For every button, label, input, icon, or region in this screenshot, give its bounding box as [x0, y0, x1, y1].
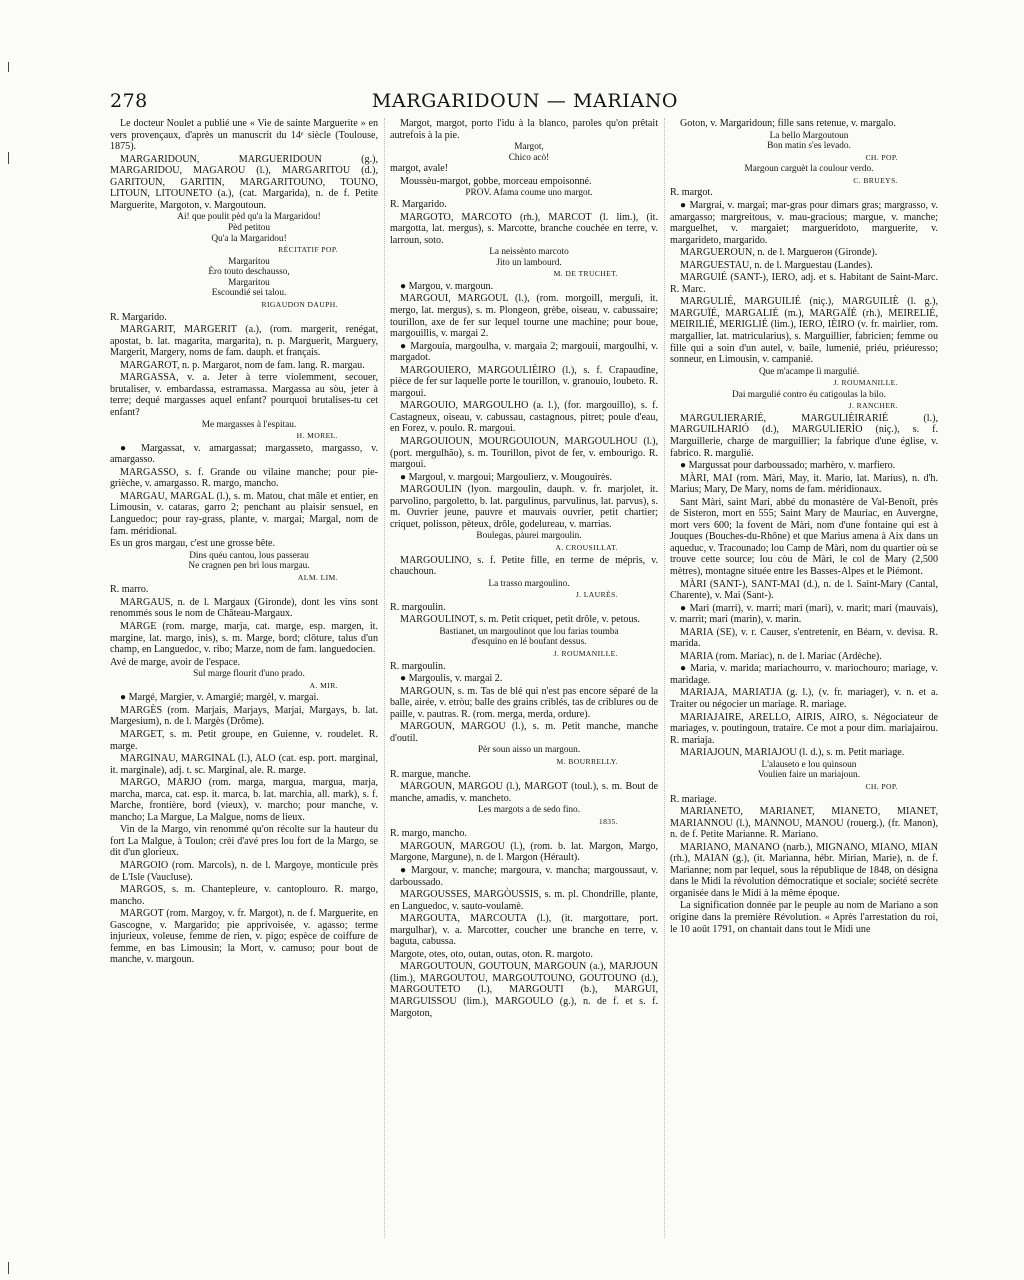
dictionary-entry: MARIAJOUN, MARIAJOU (l. d.), s. m. Petit mariage. — [680, 747, 905, 759]
dictionary-entry: La signification donnée par le peuple au nom de Mariano a son origine dans la première Révolution. « Après l'arrestation du roi, le 10 août 1791, on chantait dans tout le Midi une — [670, 900, 938, 935]
quoted-verse: Pèd petitou — [227, 222, 271, 233]
entry-line: R. Margarido. — [110, 311, 167, 323]
dictionary-entry: MARIA (rom. Mariac), n. de l. Mariac (Ardèche). — [680, 650, 882, 662]
dictionary-entry: MARGAU, MARGAL (l.), s. m. Matou, chat mâle et entier, en Limousin, v. cataras, garro 2; penchant au plaisir sensuel, en Languedoc; pour ray-grass, plante, v. margai; Margal, nom de fam. méridional. — [110, 490, 378, 537]
entry-line: R. marro. — [110, 584, 149, 596]
quoted-verse: La bello Margoutoun — [769, 130, 849, 141]
dictionary-entry: ● Margoulis, v. margai 2. — [400, 673, 503, 685]
dictionary-entry: ● Margassat, v. amargassat; margasseto, margasso, v. amargasso. — [110, 442, 378, 466]
dictionary-entry: Sant Màri, saint Mari, abbé du monastère de Val-Benoît, près de Sisteron, mort en 555; Saint Mary de Mauriac, en Auvergne, mort vers 600; la fovent de Màri, nom d'une fontaine qui est à Jouques (Bouches-du-Rhône) et que Marius amena à Aix dans un aqueduc, v. Tracounado; lou Camp de Màri, nom du quartier où se trouve cette source; lou còu de Màri, le col de Mary (2,500 mètres), montagne située entre les Basses-Alpes et le Piémont. — [670, 496, 938, 578]
dictionary-entry: MARGOULINOT, s. m. Petit criquet, petit drôle, v. petous. — [400, 614, 640, 626]
quoted-verse: La trasso margoulino. — [488, 578, 570, 589]
column-left — [110, 118, 378, 1238]
dictionary-entry: MARGÈS (rom. Marjais, Marjays, Marjai, Margays, b. lat. Margesium), n. de l. Margès (Drôme). — [110, 704, 378, 728]
dictionary-entry: ● Margrai, v. margai; mar-gras pour dimars gras; margrasso, v. amargasso; margreitous, v. mau-gracious; margue, v. manche; marguelhet, v. margaiet; margueridoto, marguerite, v. margarideto, margarido. — [670, 199, 938, 246]
quote-source: M. BOURRELLY. — [556, 757, 618, 766]
quoted-verse: Qu'a la Margaridou! — [211, 233, 287, 244]
dictionary-entry: MARGOUN, s. m. Tas de blé qui n'est pas encore séparé de la balle, airée, v. etròu; balle des grains criblés, tas de criblures ou de paille, v. pautras. R. (rom. merga, merda, ordure). — [390, 685, 658, 720]
dictionary-entry: ● Margour, v. manche; margoura, v. mancha; margoussaut, v. darboussado. — [390, 864, 658, 888]
quoted-verse: Me margasses à l'espitau. — [201, 419, 297, 430]
entry-line: R. margoulin. — [390, 601, 446, 613]
dictionary-entry: MARGAROT, n. p. Margarot, nom de fam. lang. R. margau. — [120, 359, 365, 371]
page-number: 278 — [110, 90, 148, 112]
dictionary-entry: ● Mari (marri), v. marri; mari (mari), v. marit; mari (mauvais), v. marrit; mari (marin), v. marin. — [670, 602, 938, 626]
quote-source: 1835. — [598, 816, 618, 826]
quote-source: A. CROUSILLAT. — [555, 542, 618, 552]
entry-line: R. margo, mancho. — [390, 828, 467, 840]
entry-line: margot, avale! — [390, 163, 449, 175]
column-right — [670, 118, 938, 1238]
dictionary-entry: ● Margou, v. margoun. — [400, 280, 494, 292]
dictionary-entry: ● Margouia, margoulha, v. margaia 2; margouii, margoulhi, v. margadot. — [390, 340, 658, 364]
quoted-verse: Margaritou — [228, 256, 270, 267]
dictionary-entry: MARGULIERARIÉ, MARGULIÈIRARIÉ (l.), MARGUILHARIÓ (d.), MARGULIERÌO (niç.), s. f. Marguillerie, charge de marguillier; la fabrique d'une église, v. fabrico. R. margulié. — [670, 412, 938, 459]
dictionary-entry: MARIA (SE), v. r. Causer, s'entretenir, en Béarn, v. devisa. R. marida. — [670, 626, 938, 650]
scan-edge-mark — [8, 152, 9, 164]
dictionary-entry: MÀRI, MAI (rom. Màri, May, it. Mario, lat. Marius), n. d'h. Marius; Mary, De Mary, noms de fam. méridionaux. — [670, 472, 938, 496]
dictionary-entry: ● Maria, v. marida; mariachourro, v. mariochouro; mariage, v. maridage. — [670, 663, 938, 686]
dictionary-entry: MARGOUIO, MARGOULHO (a. l.), (for. margouillo), s. f. Castagneux, oiseau, v. cabussau, castagnous, pitret; poule d'eau, en Forez, v. poulo. R. margoui. — [390, 400, 658, 435]
page-header — [110, 90, 940, 116]
dictionary-entry: MARGINAU, MARGINAL (l.), ALO (cat. esp. port. marginal, it. marginale), adj. t. sc. Marginal, ale. R. marge. — [110, 753, 378, 776]
dictionary-entry: MARGARIT, MARGERIT (a.), (rom. margerit, renégat, apostat, b. lat. magarita, margarita), n. p. Marguerit, Marguery, Margerit, Margery, noms de fam. dauph. et français. — [110, 324, 378, 359]
entry-line: Margote, otes, oto, outan, outas, oton. R. margoto. — [390, 948, 593, 960]
column-divider — [384, 118, 386, 1238]
dictionary-entry: MARGOUN, MARGOU (l.), s. m. Petit manche, manche d'outil. — [390, 721, 658, 744]
dictionary-entry: MARGAUS, n. de l. Margaux (Gironde), dont les vins sont renommés sous le nom de Château-Margaux. — [110, 596, 378, 620]
quoted-verse: Jito un lambourd. — [496, 257, 562, 268]
entry-line: Avé de marge, avoir de l'espace. — [110, 656, 241, 668]
quote-source: J. RANCHER. — [848, 401, 898, 411]
quote-source: CH. POP. — [865, 152, 898, 162]
quoted-verse: L'alauseto e lou quinsoun — [761, 759, 857, 770]
dictionary-entry: Le docteur Noulet a publié une « Vie de sainte Marguerite » en vers provençaux, d'après un manuscrit du 14ᵉ siècle (Toulouse, 1875). — [110, 118, 378, 153]
dictionary-entry: MARGOULIN (lyon. margoulin, dauph. v. fr. marjolet, it. parvolino, pargoletto, b. lat. pargulinus, parvulinus, lat. parvus), s. m. Ouvrier jeune, pauvre et mauvais ouvrier, petit chartier; criquet, polisson, pèteux, drôle, godelureau, v. marrias. — [390, 484, 658, 530]
dictionary-entry: MARGET, s. m. Petit groupe, en Guienne, v. roudelet. R. marge. — [110, 728, 378, 752]
quoted-verse: Dai margulié contro éu catigoulas la bilo. — [732, 389, 886, 400]
quoted-verse: Ne cragnen pen brì lous margau. — [188, 561, 310, 572]
dictionary-entry: MARGOTO, MARCOTO (rh.), MARCOT (l. lim.), (it. margotta, lat. mergus), s. Marcotte, branche couchée en terre, v. larroun, soto. — [390, 211, 658, 246]
dictionary-entry: MARIANETO, MARIANET, MIANETO, MIANET, MARIANNOU (l.), MANNOU, MANOU (rouerg.), (fr. Manon), n. de f. Petite Marianne. R. Mariano. — [670, 806, 938, 841]
dictionary-entry: MARGOUN, MARGOU (l.), (rom. b. lat. Margon, Margo, Margone, Margune), n. de l. Margon (Hérault). — [390, 840, 658, 864]
quoted-verse: Boulegas, pàurei margoulin. — [476, 531, 582, 542]
dictionary-entry: MARGARIDOUN, MARGUERIDOUN (g.), MARGARIDOU, MAGAROU (l.), MARGARITOU (d.), GARITOUN, GARITIN, MARGARITOUNO, TOUNO, LITOUN, LITOUNETO (a.), (cat. Margarida), n. de f. Petite Marguerite, Margoton, v. Margoutoun. — [110, 153, 378, 211]
dictionary-entry: MARGASSA, v. a. Jeter à terre violemment, secouer, brutaliser, v. embardassa, estramassa. Margassa au sòu, jeter à terre; dequé margasses aquel enfant? pourquoi brutalises-tu cet enfant? — [110, 372, 378, 418]
quote-source: H. MOREL. — [296, 431, 338, 441]
dictionary-entry: MARGOUIOUN, MOURGOUIOUN, MARGOULHOU (l.), (port. mergulhão), s. m. Tourillon, pivot de fer, v. embourigo. R. margoui. — [390, 436, 658, 471]
quoted-verse: Que m'acampe lì margulié. — [758, 366, 860, 377]
dictionary-entry: Moussèu-margot, gobbe, morceau empoisonné. — [400, 175, 592, 187]
quoted-verse: Sul marge flourit d'uno prado. — [193, 669, 305, 680]
quote-source: RIGAUDON DAUPH. — [261, 300, 338, 310]
running-head: MARGARIDOUN — MARIANO — [371, 90, 679, 112]
dictionary-entry: Margot, margot, porto l'idu à la blanco, paroles qu'on prêtait autrefois à la pie. — [390, 118, 658, 141]
quoted-verse: Bon matin s'es levado. — [767, 141, 851, 152]
dictionary-entry: ● Margoul, v. margoui; Margoulierz, v. Mougouirès. — [400, 471, 612, 483]
entry-line: R. margue, manche. — [390, 768, 471, 780]
scan-edge-mark — [8, 62, 9, 72]
dictionary-entry: MARGOUSSES, MARGÒUSSIS, s. m. pl. Chondrille, plante, en Languedoc, v. sauto-voulamè. — [390, 889, 658, 912]
dictionary-entry: MARGOUN, MARGOU (l.), MARGOT (toul.), s. m. Bout de manche, amadis, v. mancheto. — [390, 781, 658, 804]
dictionary-entry: MARGUEROUN, n. de l. Marguerон (Gironde). — [680, 247, 878, 259]
dictionary-entry: MARGOULINO, s. f. Petite fille, en terme de mépris, v. chauchoun. — [390, 554, 658, 578]
quote-source: CH. POP. — [865, 781, 898, 791]
quoted-verse: Pèr soun aisso un margoun. — [477, 745, 581, 756]
dictionary-entry: MARIANO, MANANO (narb.), MIGNANO, MIANO, MIAN (rh.), MAIAN (g.), (it. Marianna, hébr. Mirian, Marie), n. de f. Marianne; nom par lequel, sous la république de 1848, on désigna dans le Midi la révolution démocratique et sociale; société secrète organisée dans le Midi à la même époque. — [670, 841, 938, 899]
quoted-verse: Escoundié sei talou. — [211, 288, 287, 299]
column-divider — [664, 118, 666, 1238]
dictionary-entry: MARIAJA, MARIATJA (g. l.), (v. fr. mariager), v. n. et a. Traiter ou négocier un mariage. R. mariage. — [670, 687, 938, 711]
dictionary-entry: ● Margussat pour darboussado; marhèro, v. marfiero. — [680, 460, 896, 472]
entry-line: R. margot. — [670, 187, 713, 199]
quoted-verse: Voulien faire un mariajoun. — [757, 770, 861, 781]
quote-source: C. BRUEYS. — [853, 175, 898, 185]
quote-source: J. ROUMANILLE. — [833, 378, 898, 388]
quote-source: RÉCITATIF POP. — [278, 245, 338, 255]
column-middle — [390, 118, 658, 1238]
quote-source: A. MIR. — [309, 680, 338, 690]
dictionary-entry: MARGOUIERO, MARGOULIÈIRO (l.), s. f. Crapaudine, pièce de fer sur laquelle porte le tourillon, v. granouio, loubeto. R. margoui. — [390, 364, 658, 399]
quoted-verse: PROV. Afama coume uno margot. — [465, 188, 593, 199]
dictionary-entry: MARGOUI, MARGOUL (l.), (rom. morgoill, merguli, it. mergo, lat. mergus), s. m. Plongeon, grèbe, oiseau, v. cabussaire; tourillon, axe de fer sur lequel tourne une machine; pour boue, margouillis, v. margai 2. — [390, 293, 658, 340]
quote-source: ALM. LIM. — [297, 572, 338, 582]
dictionary-entry: MARGUIÉ (SANT-), IERO, adj. et s. Habitant de Saint-Marc. R. Marc. — [670, 272, 938, 295]
entry-line: R. margoulin. — [390, 660, 446, 672]
dictionary-entry: MARGULIÉ, MARGUILIÉ (niç.), MARGUILIÈ (l. g.), MARGUÏÉ, MARGALIÉ (m.), MARGAÏÉ (rh.), MEIRELIÉ, MEIRILIÉ, MERIGLIÉ (lim.), IERO, IÈIRO (v. fr. mairlier, rom. margallier, lat. matricularius), s. Marguillier, fabricien; femme ou fille qui a soin d'un autel, v. baile, lumenié, priéu, priéuresso; sonneur, en Limousin, v. campanié. — [670, 296, 938, 366]
dictionary-columns — [110, 118, 940, 1238]
quoted-verse: Èro touto deschausso, — [208, 267, 290, 278]
dictionary-entry: MARGOS, s. m. Chantepleure, v. cantoplouro. R. margo, mancho. — [110, 884, 378, 907]
quoted-verse: d'esquino en lé boufant dessus. — [471, 637, 587, 648]
scan-edge-mark — [8, 1262, 9, 1274]
quoted-verse: Bastianet, un margoulinot que lou farias toumba — [439, 626, 619, 637]
quoted-verse: Dins quéu cantou, lous passerau — [189, 550, 309, 561]
quoted-verse: Ai! que poulit pèd qu'a la Margaridou! — [177, 212, 321, 223]
dictionary-entry: MARGOIO (rom. Marcols), n. de l. Margoye, monticule près de L'Isle (Vaucluse). — [110, 859, 378, 883]
dictionary-entry: MARGUESTAU, n. de l. Marguestau (Landes). — [680, 259, 873, 271]
entry-line: R. mariage. — [670, 793, 717, 805]
entry-line: R. Margarido. — [390, 198, 447, 210]
dictionary-entry: Goton, v. Margaridoun; fille sans retenue, v. margalo. — [680, 118, 896, 129]
quote-source: M. DE TRUCHET. — [553, 269, 618, 279]
dictionary-entry: MARGOUTA, MARCOUTA (l.), (it. margottare, port. margulhar), v. a. Marcotter, coucher une branche en terre, v. baguta, cabussa. — [390, 913, 658, 948]
dictionary-entry: MARIAJAIRE, ARELLO, AIRIS, AIRO, s. Négociateur de mariages, v. poutingoun, trataire. Ce mot a pour dim. mariajairou. R. mariaja. — [670, 711, 938, 746]
quote-source: J. LAURÈS. — [575, 590, 618, 600]
dictionary-entry: MARGE (rom. marge, marja, cat. marge, esp. margen, it. margine, lat. margo, inis), s. m. Marge, bord; clôture, talus d'un champ, en Languedoc, v. ribo; Marze, nom de fam. languedocien. — [110, 620, 378, 656]
dictionary-entry: MÀRI (SANT-), SANT-MAI (d.), n. de l. Saint-Mary (Cantal, Charente), v. Mai (Sant-). — [670, 578, 938, 602]
dictionary-entry: ● Margé, Margier, v. Amargié; margèl, v. margai. — [120, 692, 319, 704]
quoted-verse: Chico acò! — [508, 152, 550, 163]
quoted-verse: Margoun carguèt la coulour verdo. — [744, 164, 874, 175]
quoted-verse: Margot, — [514, 142, 544, 153]
dictionary-entry: MARGOT (rom. Margoy, v. fr. Margot), n. de f. Marguerite, en Gascogne, v. Margarido; pie apprivoisée, v. agasso; terme injurieux, voleuse, femme de rien, v. pigo; espèce de coiffure de femme, en bas Limousin; la Mort, v. camuso; pour bout de manche, v. margoun. — [110, 908, 378, 966]
quoted-verse: Les margots a de sedo fino. — [477, 805, 581, 816]
quoted-verse: Margaritou — [228, 277, 270, 288]
dictionary-entry: MARGASSO, s. f. Grande ou vilaine manche; pour pie-grièche, v. amargasso. R. margo, mancho. — [110, 466, 378, 490]
dictionary-entry: MARGOUTOUN, GOUTOUN, MARGOUN (a.), MARJOUN (lim.), MARGOUTOU, MARGOUTOUNO, GOUTOUNO (d.), MARGOUTETO (l.), MARGOUTI (b.), MARGUI, MARGUISSOU (lim.), MARGOULO (g.), n. de f. et s. f. Margoton, — [390, 961, 658, 1019]
quote-source: J. ROUMANILLE. — [553, 649, 618, 659]
dictionary-entry: Vin de la Margo, vin renommé qu'on récolte sur la hauteur du fort La Malgue, à Toulon; crèi d'avé pres lou fort de la Margo, se dit d'un glorieux. — [110, 824, 378, 859]
dictionary-entry: MARGO, MARJO (rom. marga, margua, margua, marja, marcha, marca, cat. esp. it. marca, b. lat. marchia, all. mark), s. f. Marche, frontière, bord (vieux), v. marcho; pour manche, v. mancho; La Margue, La Malgue, noms de lieux. — [110, 777, 378, 823]
entry-line: Es un gros margau, c'est une grosse bête. — [110, 538, 276, 550]
quoted-verse: La neissènto marcoto — [489, 247, 569, 258]
